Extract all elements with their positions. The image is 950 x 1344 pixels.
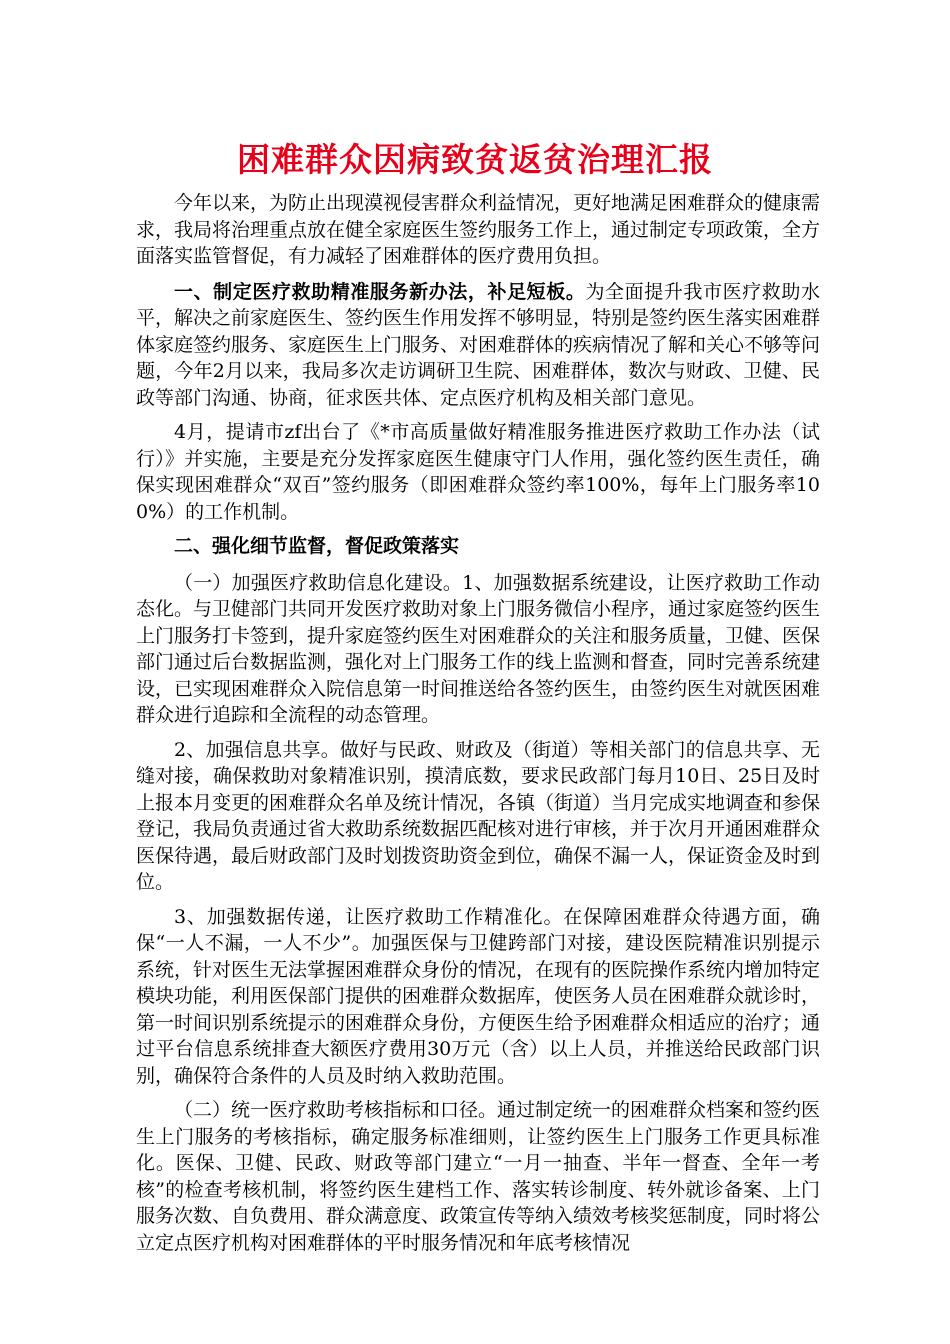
section1-paragraph-2: 4月，提请市zf出台了《*市高质量做好精准服务推进医疗救助工作办法（试行）》并实施，主要是充分发挥家庭医生健康守门人作用，强化签约医生责任，确保实现困难群众“双百”签约服务（即困难群众签约率100%，每年上门服务率100%）的工作机制。 (136, 421, 820, 523)
section2-paragraph-2: 2、加强信息共享。做好与民政、财政及（街道）等相关部门的信息共享、无缝对接，确保救助对象精准识别，摸清底数，要求民政部门每月10日、25日及时上报本月变更的困难群众名单及统计情况，各镇（街道）当月完成实地调查和参保登记，我局负责通过省大救助系统数据匹配核对进行审核，并于次月开通困难群众医保待遇，最后财政部门及时划拨资助资金到位，确保不漏一人，保证资金及时到位。 (136, 738, 821, 893)
intro-paragraph: 今年以来，为防止出现漠视侵害群众利益情况，更好地满足困难群众的健康需求，我局将治理重点放在健全家庭医生签约服务工作上，通过制定专项政策，全方面落实监管督促，有力减轻了困难群体的医疗费用负担。 (136, 192, 821, 267)
section2-paragraph-3: 3、加强数据传递，让医疗救助工作精准化。在保障困难群众待遇方面，确保“一人不漏，一人不少”。加强医保与卫健跨部门对接，建设医院精准识别提示系统，针对医生无法掌握困难群众身份的情况，在现有的医院操作系统内增加特定模块功能，利用医保部门提供的困难群众数据库，使医务人员在困难群众就诊时，第一时间识别系统提示的困难群众身份，方便医生给予困难群众相适应的治疗；通过平台信息系统排查大额医疗费用30万元（含）以上人员，并推送给民政部门识别，确保符合条件的人员及时纳入救助范围。 (136, 905, 821, 1087)
section2-paragraph-4: （二）统一医疗救助考核指标和口径。通过制定统一的困难群众档案和签约医生上门服务的考核指标，确定服务标准细则，让签约医生上门服务工作更具标准化。医保、卫健、民政、财政等部门建立“一月一抽查、半年一督查、全年一考核”的检查考核机制，将签约医生建档工作、落实转诊制度、转外就诊备案、上门服务次数、自负费用、群众满意度、政策宣传等纳入绩效考核奖惩制度，同时将公立定点医疗机构对困难群体的平时服务情况和年底考核情况 (136, 1099, 821, 1254)
document-title: 困难群众因病致贫返贫治理汇报 (237, 140, 713, 179)
section1-heading: 一、制定医疗救助精准服务新办法，补足短板。 (174, 280, 586, 303)
document-body (136, 190, 820, 1264)
section2-heading: 二、强化细节监督，督促政策落实 (174, 535, 460, 557)
section1-text: 为全面提升我市医疗救助水平，解决之前家庭医生、签约医生作用发挥不够明显，特别是签约医生落实困难群体家庭签约服务、家庭医生上门服务、对困难群体的疾病情况了解和关心不够等问题，今年2月以来，我局多次走访调研卫生院、困难群体，数次与财政、卫健、民政等部门沟通、协商，征求医共体、定点医疗机构及相关部门意见。 (136, 280, 821, 409)
section2-paragraph-1: （一）加强医疗救助信息化建设。1、加强数据系统建设，让医疗救助工作动态化。与卫健部门共同开发医疗救助对象上门服务微信小程序，通过家庭签约医生上门服务打卡签到，提升家庭签约医生对困难群众的关注和服务质量，卫健、医保部门通过后台数据监测，强化对上门服务工作的线上监测和督查，同时完善系统建设，已实现困难群众入院信息第一时间推送给各签约医生，由签约医生对就医困难群众进行追踪和全流程的动态管理。 (136, 571, 821, 726)
section1-paragraph (136, 279, 820, 412)
